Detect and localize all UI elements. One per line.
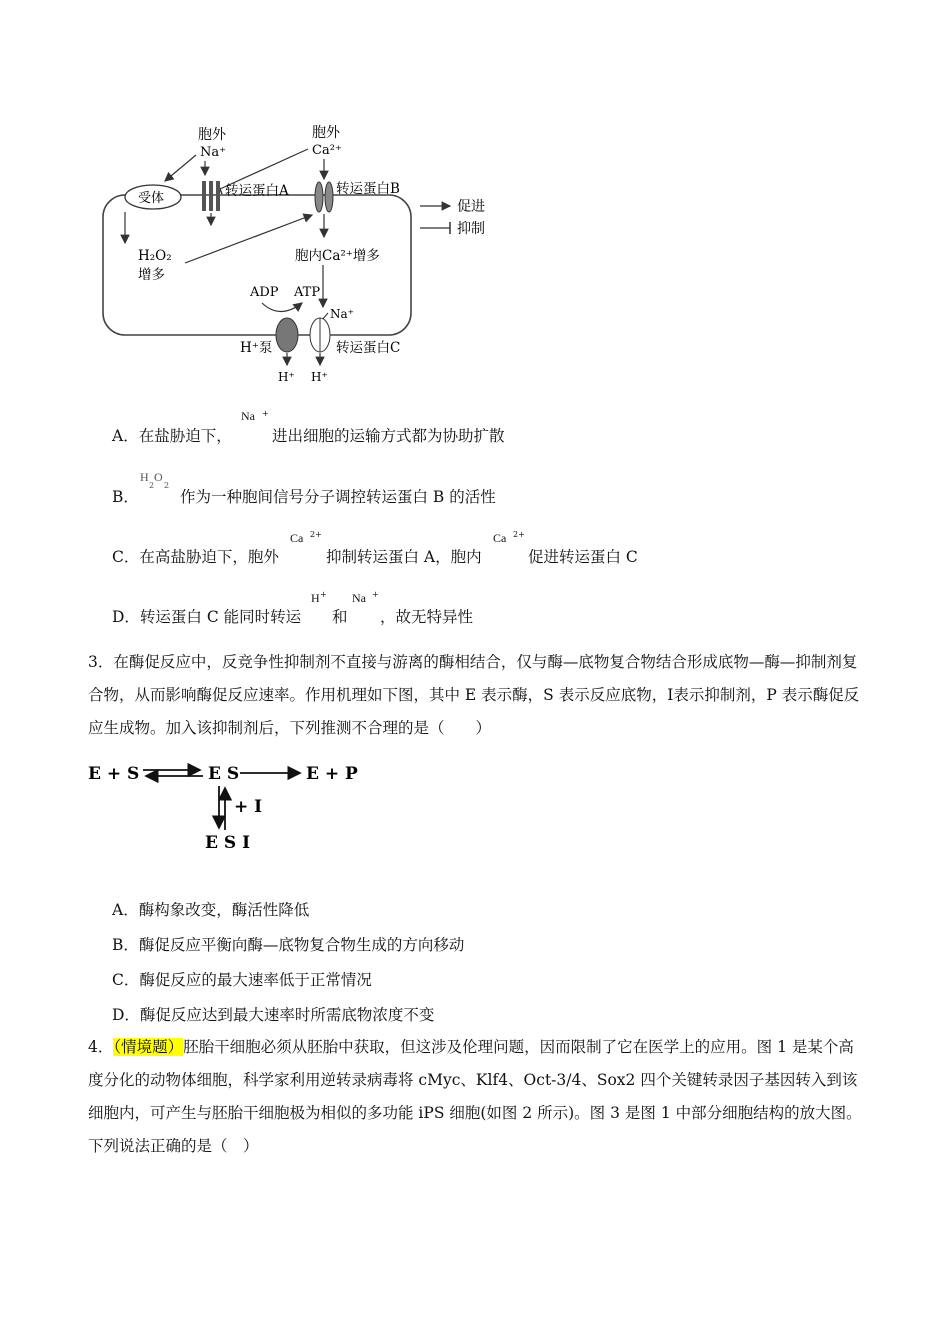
q2-c-suffix: 促进转运蛋白 C — [528, 548, 638, 566]
q2-a-suffix: 进出细胞的运输方式都为协助扩散 — [272, 427, 505, 445]
q2-a-prefix: A．在盐胁迫下， — [112, 427, 232, 445]
legend-promote: 促进 — [457, 199, 485, 215]
receptor-label: 受体 — [138, 191, 165, 206]
q2-d-mid: 和 — [332, 608, 348, 626]
legend-inhibit: 抑制 — [457, 221, 485, 237]
h2o2-label: H₂O₂ — [138, 248, 172, 264]
h-pump — [276, 318, 298, 352]
q2-c-ca2-charge: 2+ — [513, 530, 525, 539]
q2-d-na-charge: + — [372, 590, 379, 599]
q3-option-a: A．酶构象改变，酶活性降低 — [112, 901, 310, 919]
q2-d-h: H — [311, 591, 320, 605]
q4-stem — [88, 1031, 868, 1163]
h2o2-increase-label: 增多 — [138, 267, 165, 283]
q2-a-na: Na — [241, 409, 255, 423]
q2-d-prefix: D．转运蛋白 C 能同时转运 — [112, 608, 302, 626]
q4-tag: （情境题） — [113, 1038, 184, 1056]
q4-number: 4． — [88, 1038, 114, 1056]
eq-inhibitor: + I — [234, 797, 263, 817]
q2-d-suffix: ，故无特异性 — [380, 608, 474, 626]
q2-b-prefix: B． — [112, 488, 139, 506]
eq-left: E + S — [88, 764, 140, 784]
q2-b-h: H — [140, 470, 149, 484]
q2-b-o: O — [154, 470, 163, 484]
outside-ca-label: 胞外 — [312, 125, 340, 141]
q4-text: 胚胎干细胞必须从胚胎中获取，但这涉及伦理问题，因而限制了它在医学上的应用。图 1 是某个高度分化的动物体细胞，科学家利用逆转录病毒将 cMyc、Klf4、Oct-3/4、Sox2 四个关键转录因子基因转入到该细胞内，可产生与胚胎干细胞极为相似的多功能 iPS 细胞(如图 2 所示)。图 3 是图 1 中部分细胞结构的放大图。下列说法正确的是（ ） — [88, 1038, 862, 1155]
inhibition-scheme — [88, 760, 378, 855]
h-out-label-2: H⁺ — [311, 370, 328, 384]
cell-membrane — [103, 195, 411, 335]
q2-c-ca1: Ca — [290, 531, 304, 545]
transporter-a — [202, 181, 206, 211]
q2-d-h-charge: + — [320, 590, 327, 599]
intracellular-ca-label: 胞内Ca²⁺增多 — [295, 248, 380, 264]
q2-b-sub1: 2 — [149, 481, 155, 490]
transport-diagram — [90, 115, 510, 390]
q2-c-prefix: C．在高盐胁迫下，胞外 — [112, 548, 279, 566]
na-inner-label: Na⁺ — [330, 307, 354, 321]
q3-stem: 3．在酶促反应中，反竞争性抑制剂不直接与游离的酶相结合，仅与酶—底物复合物结合形成底物—酶—抑制剂复合物，从而影响酶促反应速率。作用机理如下图，其中 E 表示酶，S 表示反应底物，Ⅰ表示抑制剂，P 表示酶促反应生成物。加入该抑制剂后，下列推测不合理的是（ ） — [88, 653, 860, 737]
q2-a-na-charge: + — [262, 409, 269, 418]
q2-c-mid: 抑制转运蛋白 A，胞内 — [326, 548, 482, 566]
q3-option-c: C．酶促反应的最大速率低于正常情况 — [112, 971, 372, 989]
eq-bottom: E S I — [205, 833, 251, 853]
q2-b-suffix: 作为一种胞间信号分子调控转运蛋白 B 的活性 — [180, 488, 496, 506]
eq-right: E + P — [306, 764, 358, 784]
h-pump-label: H⁺泵 — [240, 340, 273, 356]
outside-na-label: 胞外 — [198, 127, 226, 143]
eq-mid: E S — [208, 764, 240, 784]
ca-label: Ca²⁺ — [312, 143, 342, 158]
transporter-c-label: 转运蛋白C — [336, 340, 401, 356]
q2-d-na: Na — [352, 591, 366, 605]
q2-b-sub2: 2 — [164, 481, 170, 490]
h-out-label-1: H⁺ — [278, 370, 295, 384]
q3-option-d: D．酶促反应达到最大速率时所需底物浓度不变 — [112, 1006, 435, 1024]
transporter-b — [315, 182, 323, 212]
q2-c-ca2: Ca — [493, 531, 507, 545]
transporter-a-label: 转运蛋白A — [225, 183, 289, 199]
adp-label: ADP — [250, 285, 279, 300]
atp-label: ATP — [294, 285, 321, 300]
na-plus-label: Na⁺ — [200, 145, 226, 160]
q3-option-b: B．酶促反应平衡向酶—底物复合物生成的方向移动 — [112, 936, 465, 954]
q2-c-ca1-charge: 2+ — [310, 530, 322, 539]
transporter-b-label: 转运蛋白B — [336, 181, 400, 197]
